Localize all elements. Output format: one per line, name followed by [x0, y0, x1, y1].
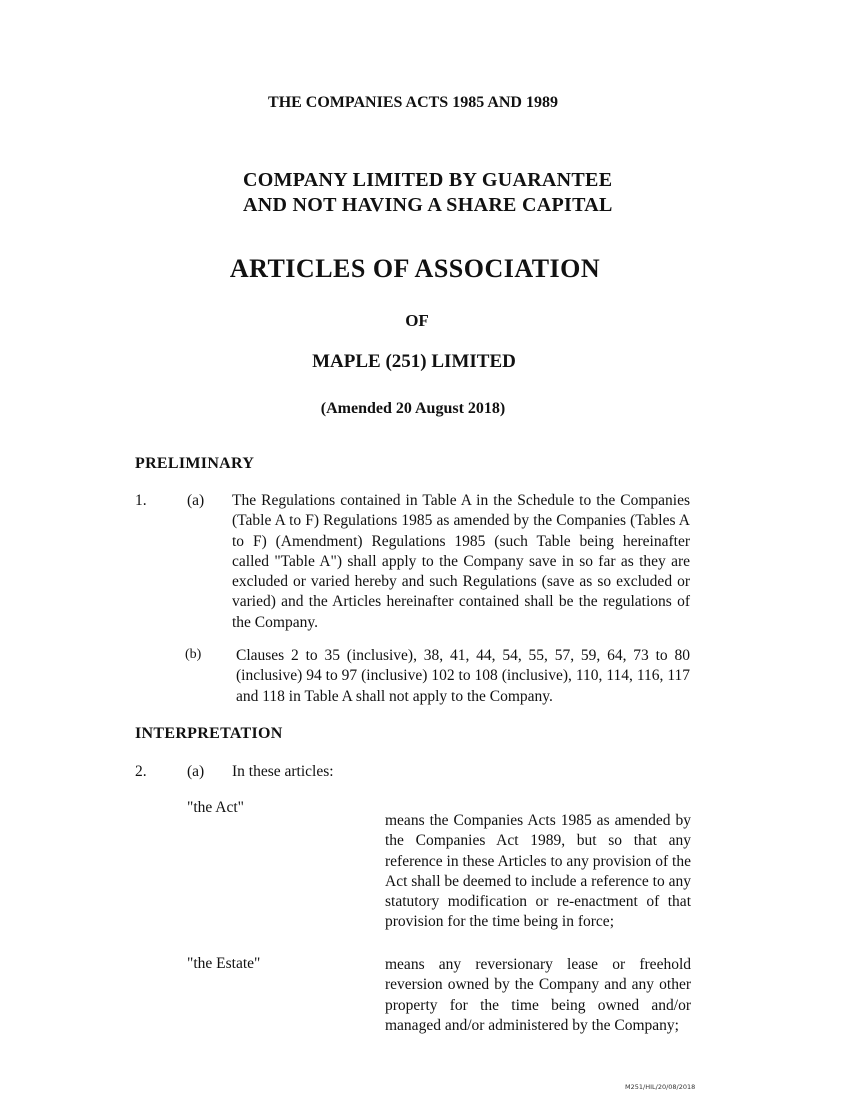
clause-2a-text: In these articles:	[232, 763, 334, 780]
clause-number: 1.	[135, 492, 147, 509]
section-heading-preliminary: PRELIMINARY	[135, 455, 255, 472]
definition-meaning: means any reversionary lease or freehold reversion owned by the Company and any other property for the time being owned and/or managed and/or administered by the Company;	[385, 956, 691, 1034]
company-type-line-2: AND NOT HAVING A SHARE CAPITAL	[243, 194, 613, 216]
document-title: ARTICLES OF ASSOCIATION	[229, 254, 601, 283]
amended-date: (Amended 20 August 2018)	[320, 400, 506, 417]
section-heading-interpretation: INTERPRETATION	[135, 725, 283, 742]
definition-meaning: means the Companies Acts 1985 as amended by the Companies Act 1989, but so that any reference in these Articles to any provision of the Act shall be deemed to include a reference to any statutory modification or re-enactment of that provision for the time being in force;	[385, 812, 691, 931]
of-heading: OF	[405, 311, 429, 330]
company-type-heading	[243, 168, 613, 218]
subclause-label: (a)	[187, 492, 205, 509]
footer-reference: M251/HIL/20/08/2018	[625, 1083, 696, 1091]
company-type-line-1: COMPANY LIMITED BY GUARANTEE	[243, 169, 613, 191]
clause-1b-text: Clauses 2 to 35 (inclusive), 38, 41, 44, 54, 55, 57, 59, 64, 73 to 80 (inclusive) 94 to 97 (inclusive) 102 to 108 (inclusive), 110, 114, 116, 117 and 118 in Table A shall not apply to the Company.	[236, 647, 690, 705]
company-name: MAPLE (251) LIMITED	[312, 351, 516, 372]
definition-term: "the Act"	[187, 799, 244, 816]
subclause-label: (b)	[185, 647, 202, 662]
acts-heading: THE COMPANIES ACTS 1985 AND 1989	[268, 94, 558, 111]
clause-1a-text: The Regulations contained in Table A in the Schedule to the Companies (Table A to F) Regulations 1985 as amended by the Companies (Tables A to F) (Amendment) Regulations 1985 (such Table being hereinafter called "Table A") shall apply to the Company save in so far as they are excluded or varied hereby and such Regulations (save as so excluded or varied) and the Articles hereinafter contained shall be the regulations of the Company.	[232, 492, 690, 631]
definition-term: "the Estate"	[187, 955, 261, 972]
clause-number: 2.	[135, 763, 147, 780]
subclause-label: (a)	[187, 763, 205, 780]
